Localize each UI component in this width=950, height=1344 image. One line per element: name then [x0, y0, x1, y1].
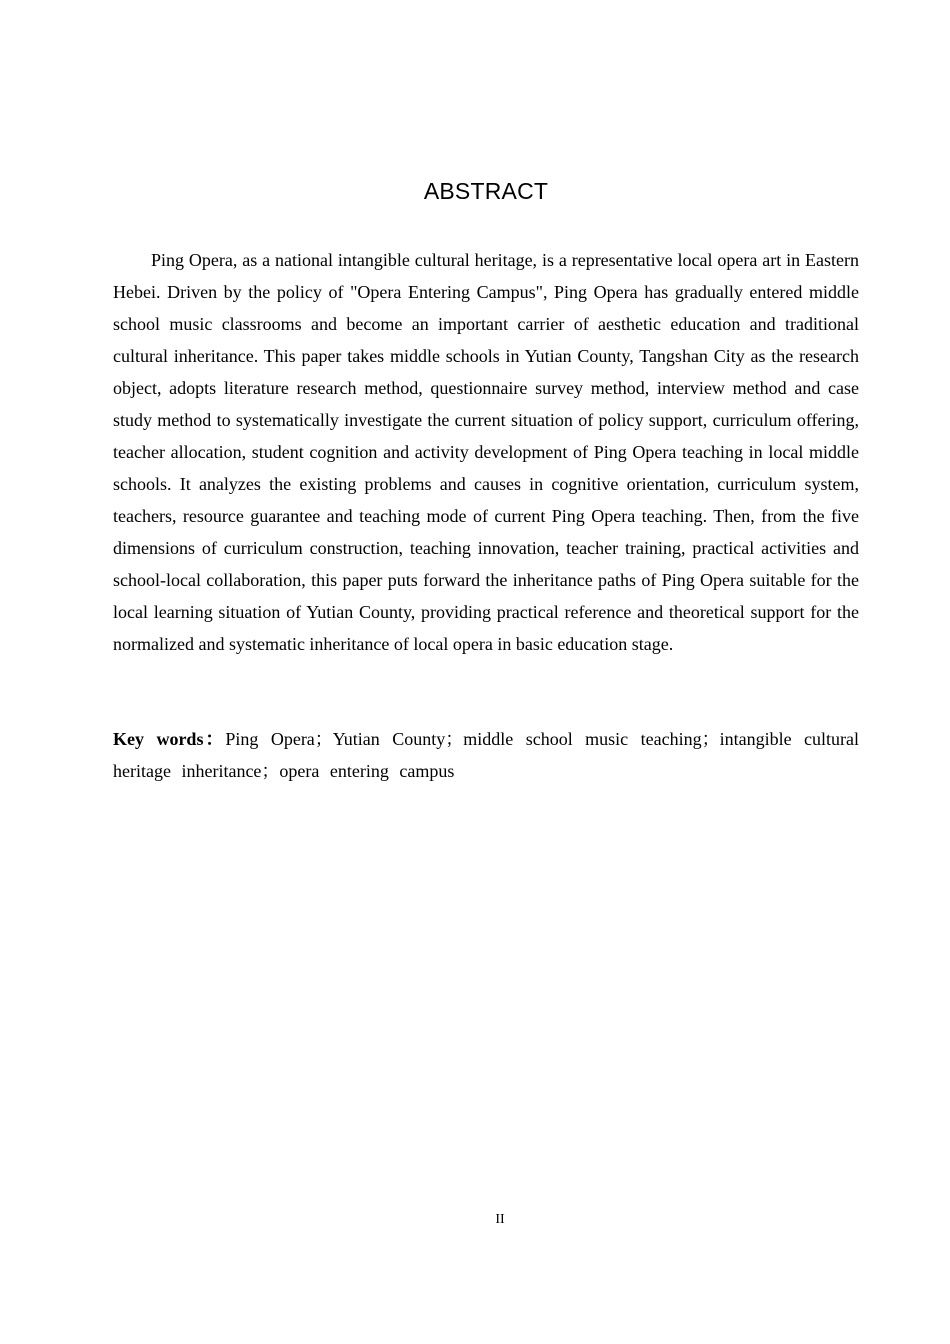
abstract-title: ABSTRACT — [423, 178, 549, 204]
keywords-list: Ping Opera；Yutian County；middle school music teaching；intangible cultural heritage inheritance；opera entering campus — [113, 729, 859, 781]
page-number: II — [495, 1212, 505, 1227]
keywords-line — [113, 723, 859, 787]
keywords-label: Key words： — [113, 729, 226, 749]
abstract-paragraph: Ping Opera, as a national intangible cultural heritage, is a representative local opera art in Eastern Hebei. Driven by the policy of "Opera Entering Campus", Ping Opera has gradually entered middle school music classrooms and become an important carrier of aesthetic education and traditional cultural inheritance. This paper takes middle schools in Yutian County, Tangshan City as the research object, adopts literature research method, questionnaire survey method, interview method and case study method to systematically investigate the current situation of policy support, curriculum offering, teacher allocation, student cognition and activity development of Ping Opera teaching in local middle schools. It analyzes the existing problems and causes in cognitive orientation, curriculum system, teachers, resource guarantee and teaching mode of current Ping Opera teaching. Then, from the five dimensions of curriculum construction, teaching innovation, teacher training, practical activities and school-local collaboration, this paper puts forward the inheritance paths of Ping Opera suitable for the local learning situation of Yutian County, providing practical reference and theoretical support for the normalized and systematic inheritance of local opera in basic education stage. — [113, 250, 859, 654]
